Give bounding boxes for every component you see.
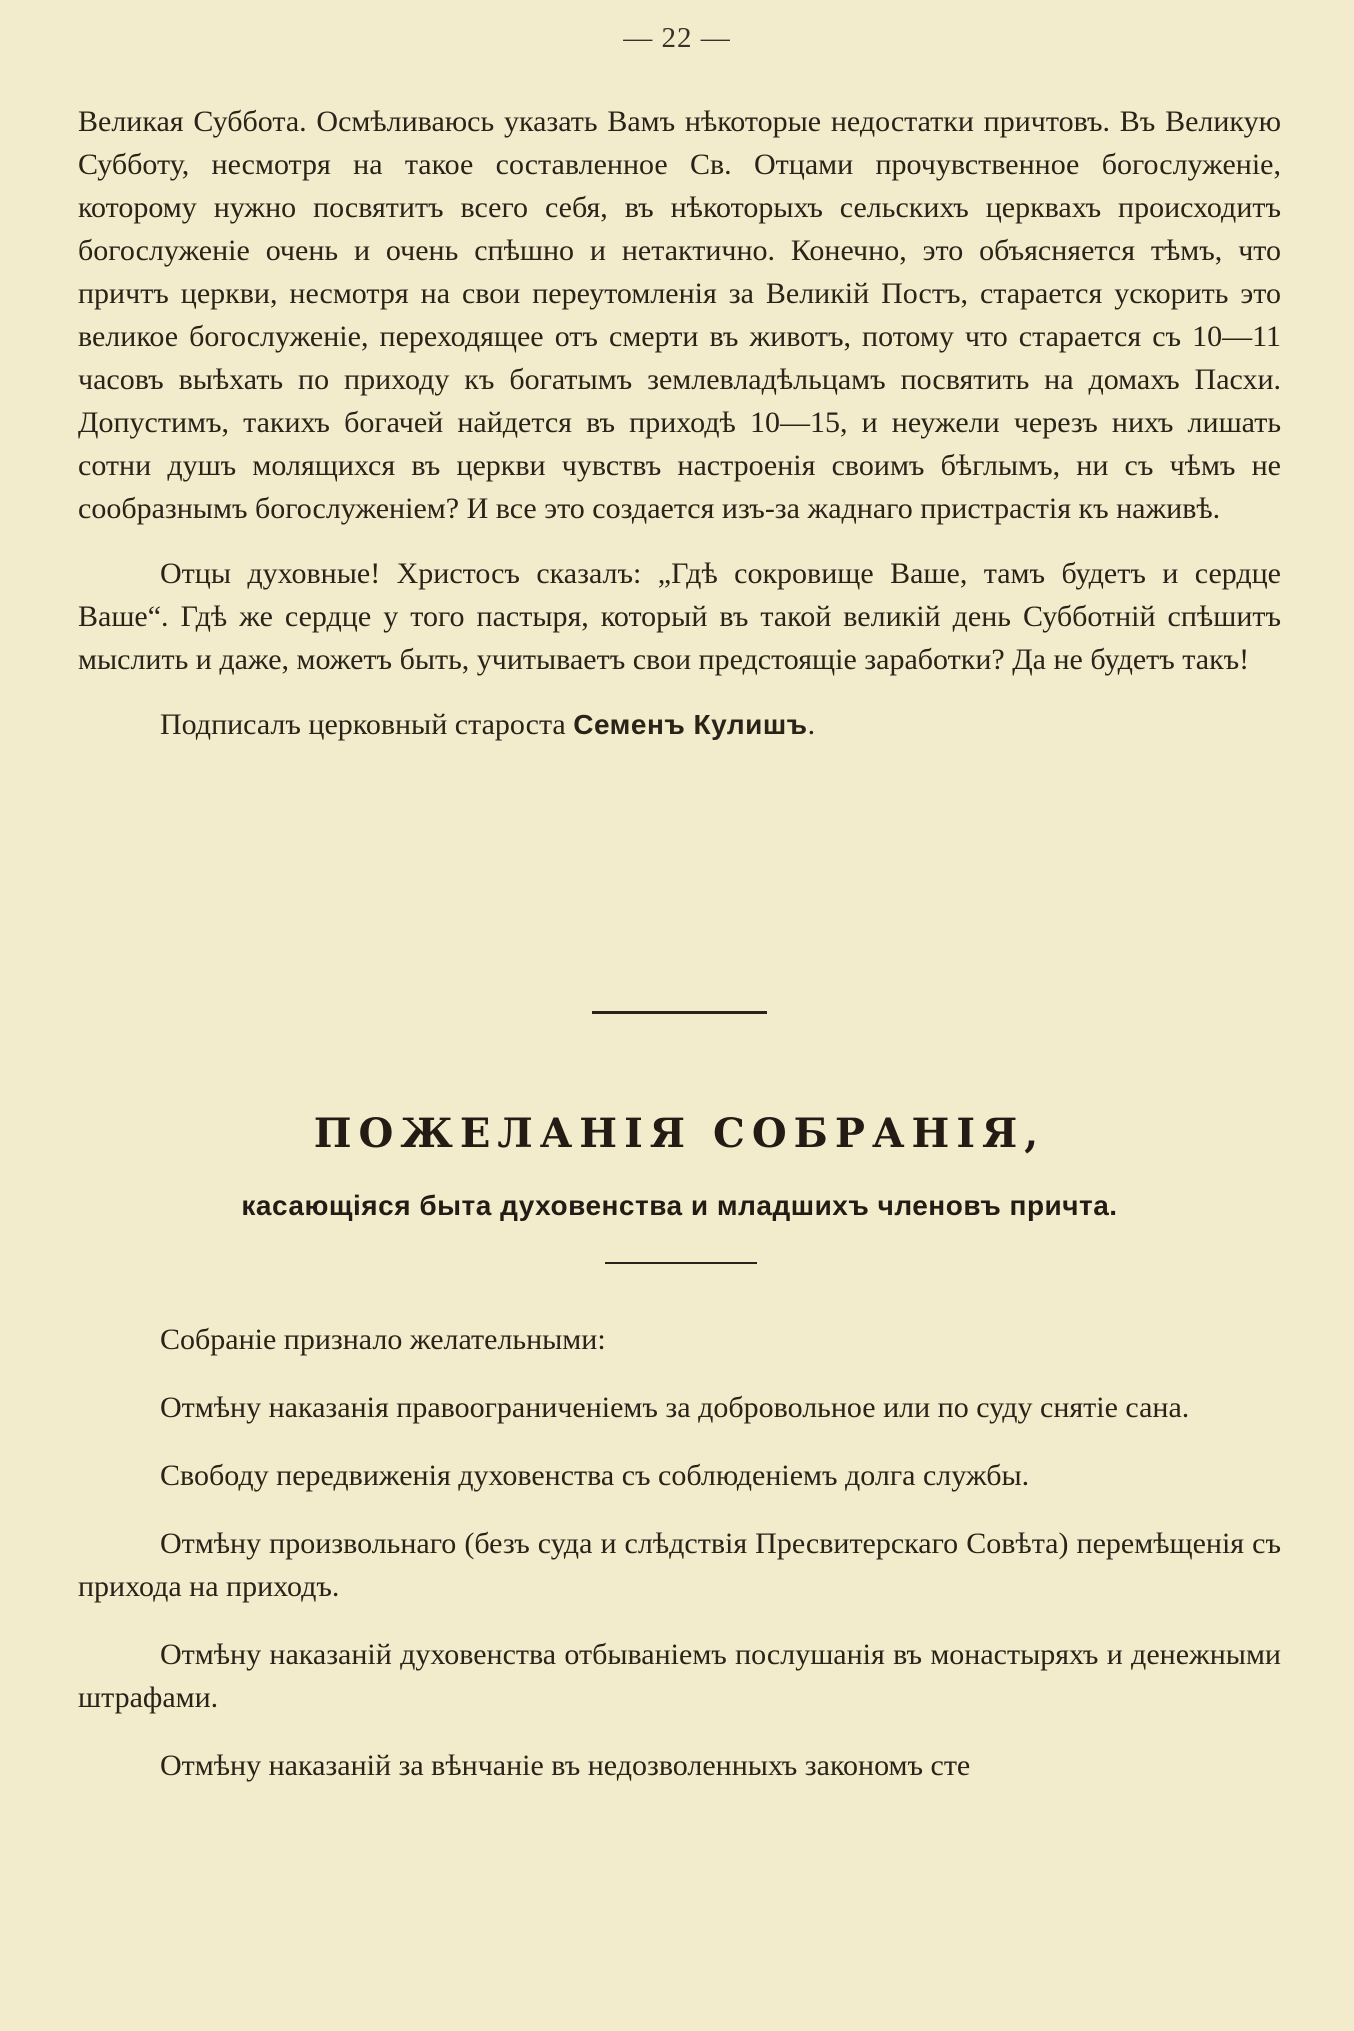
section-title: ПОЖЕЛАНІЯ СОБРАНІЯ, <box>313 1110 1046 1157</box>
signature-prefix: Подписалъ церковный староста <box>160 708 574 741</box>
wish-item: Отмѣну наказаній духовенства отбываніемъ послушанія въ монастыряхъ и денежными штрафами. <box>78 1638 1281 1714</box>
section-divider <box>592 1011 767 1014</box>
subtitle-divider <box>605 1262 757 1264</box>
signature-line <box>78 703 1281 746</box>
wish-item: Свободу передвиженія духовенства съ соблюденіемъ долга службы. <box>160 1459 1030 1492</box>
wish-item: Отмѣну произвольнаго (безъ суда и слѣдствія Пресвитерскаго Совѣта) перемѣщенія съ прихода на приходъ. <box>78 1527 1281 1603</box>
signature-name: Семенъ Кулишъ <box>573 709 808 740</box>
paragraph-great-saturday: Великая Суббота. Осмѣливаюсь указать Вамъ нѣкоторые недостатки причтовъ. Въ Великую Субботу, несмотря на такое составленное Св. Отцами прочувственное богослуженіе, которому нужно посвятитъ всего себя, въ нѣкоторыхъ сельскихъ церквахъ происходитъ богослуженіе очень и очень спѣшно и нетактично. Конечно, это объясняется тѣмъ, что причтъ церкви, несмотря на свои переутомленія за Великій Постъ, старается ускорить это великое богослуженіе, переходящее отъ смерти въ животъ, потому что старается съ 10—11 часовъ выѣхать по приходу къ богатымъ землевладѣльцамъ посвятить на домахъ Пасхи. Допустимъ, такихъ богачей найдется въ приходѣ 10—15, и неужели черезъ нихъ лишать сотни душъ молящихся въ церкви чувствъ настроенія своимъ бѣглымъ, ни съ чѣмъ не сообразнымъ богослуженіем? И все это создается изъ-за жаднаго пристрастія къ наживѣ. <box>78 105 1281 525</box>
section-subtitle: касающіяся быта духовенства и младшихъ членовъ причта. <box>241 1190 1118 1221</box>
signature-suffix: . <box>807 708 816 741</box>
wish-item: Отмѣну наказаній за вѣнчаніе въ недозволенныхъ закономъ сте <box>160 1749 971 1782</box>
letter-text <box>78 100 1281 746</box>
wishes-list <box>78 1318 1281 1812</box>
paragraph-fathers: Отцы духовные! Христосъ сказалъ: „Гдѣ сокровище Ваше, тамъ будетъ и сердце Ваше“. Гдѣ же сердце у того пастыря, который въ такой великій день Субботній спѣшитъ мыслить и даже, можетъ быть, учитываетъ свои предстоящіе заработки? Да не будетъ такъ! <box>78 557 1281 676</box>
wishes-intro: Собраніе признало желательными: <box>160 1323 606 1356</box>
wish-item: Отмѣну наказанія правоограниченіемъ за добровольное или по суду снятіе сана. <box>160 1391 1190 1424</box>
page-number: — 22 — <box>623 22 731 54</box>
